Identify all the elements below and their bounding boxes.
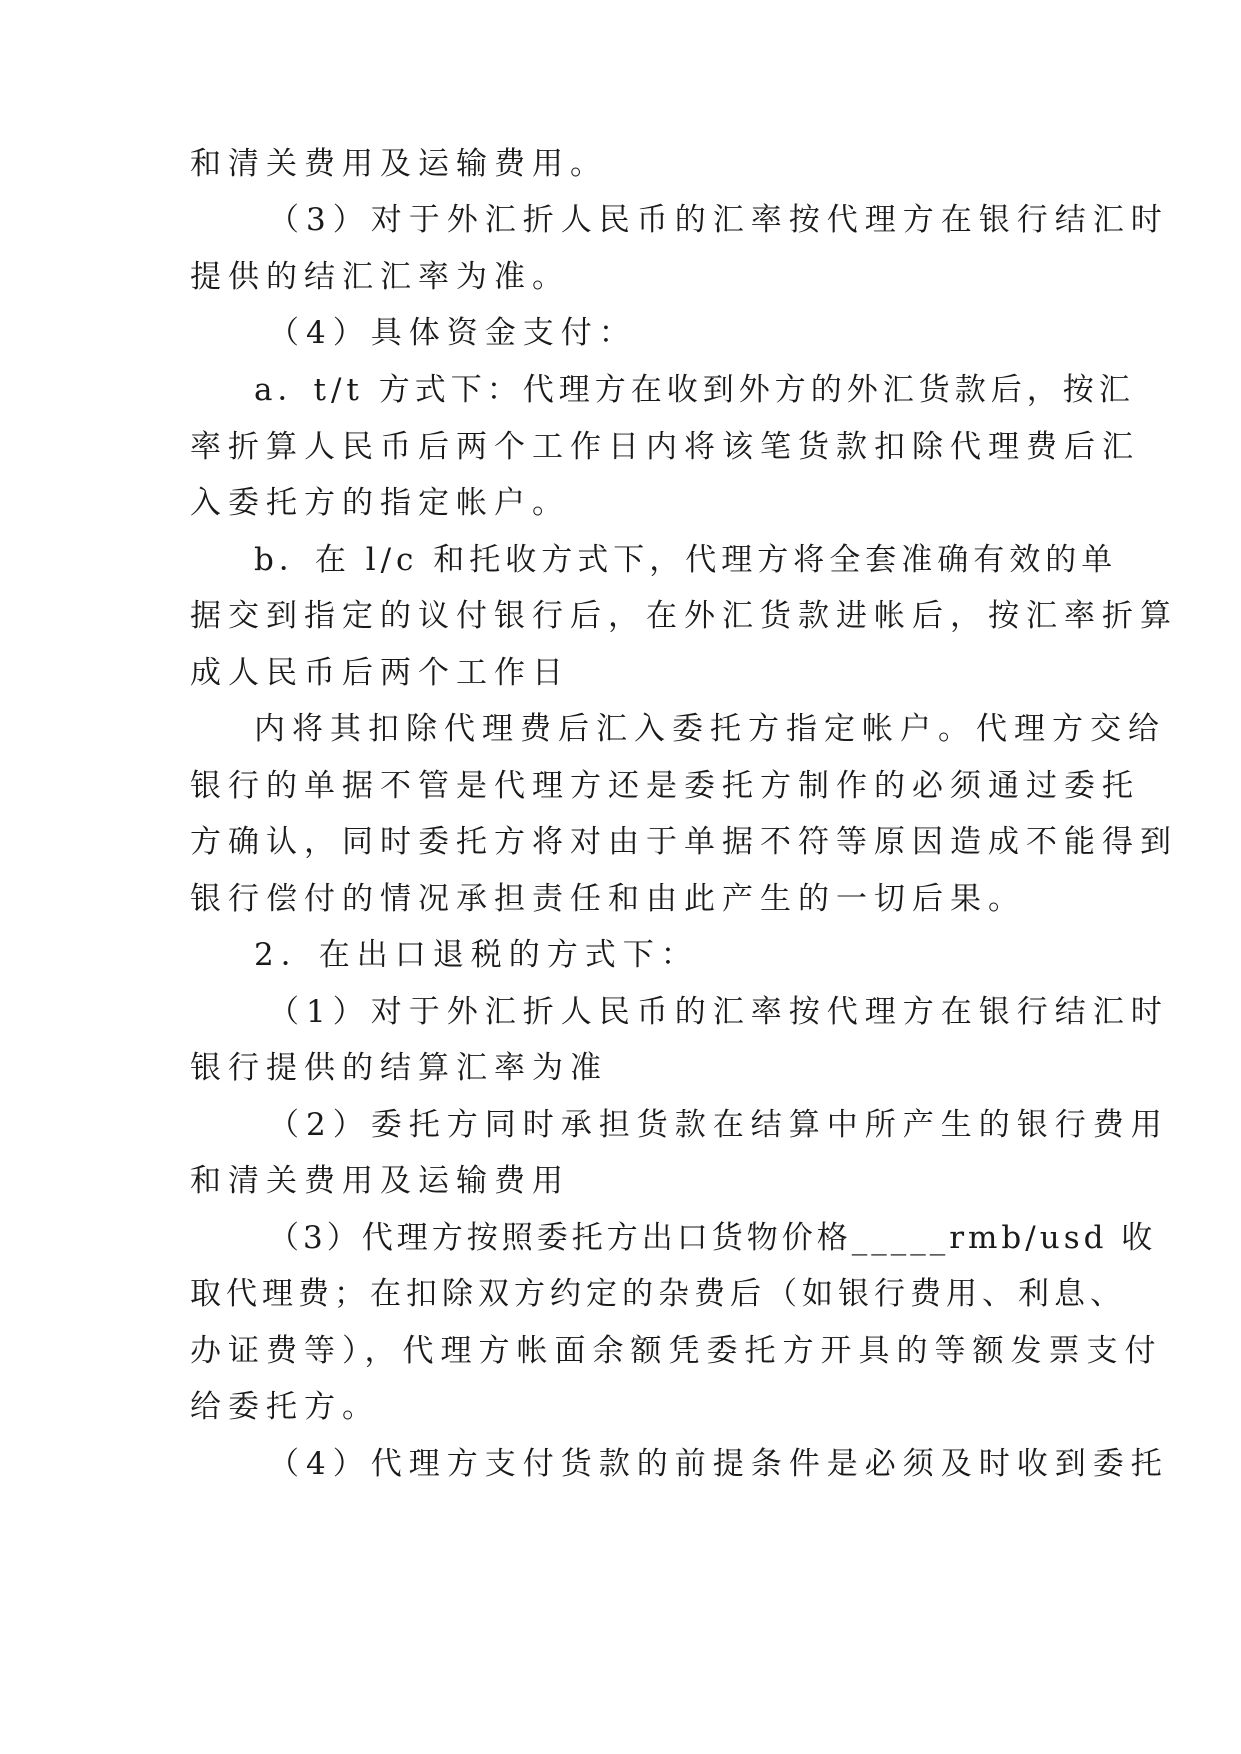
paragraph-line: 取代理费；在扣除双方约定的杂费后（如银行费用、利息、 xyxy=(190,1276,1126,1312)
paragraph-line: （2）委托方同时承担货款在结算中所产生的银行费用 xyxy=(268,1107,1169,1143)
paragraph-line: 和清关费用及运输费用。 xyxy=(190,146,608,182)
paragraph-line: （3）代理方按照委托方出口货物价格_____rmb/usd 收 xyxy=(268,1220,1157,1256)
paragraph-line: a．t/t 方式下：代理方在收到外方的外汇货款后，按汇 xyxy=(254,372,1135,408)
paragraph-line: （3）对于外汇折人民币的汇率按代理方在银行结汇时 xyxy=(268,202,1169,238)
paragraph-line: 入委托方的指定帐户。 xyxy=(190,485,570,521)
paragraph-line: 银行偿付的情况承担责任和由此产生的一切后果。 xyxy=(190,881,1026,917)
paragraph-line: 给委托方。 xyxy=(190,1389,380,1425)
paragraph-line: 方确认，同时委托方将对由于单据不符等原因造成不能得到 xyxy=(190,824,1178,860)
paragraph-line: 据交到指定的议付银行后，在外汇货款进帐后，按汇率折算 xyxy=(190,598,1178,634)
paragraph-line: 银行提供的结算汇率为准 xyxy=(190,1050,608,1086)
paragraph-line: （1）对于外汇折人民币的汇率按代理方在银行结汇时 xyxy=(268,994,1169,1030)
paragraph-line: 提供的结汇汇率为准。 xyxy=(190,259,570,295)
paragraph-line: 2．在出口退税的方式下： xyxy=(254,937,699,973)
paragraph-line: 银行的单据不管是代理方还是委托方制作的必须通过委托 xyxy=(190,768,1140,804)
paragraph-line: 成人民币后两个工作日 xyxy=(190,655,570,691)
paragraph-line: （4）具体资金支付： xyxy=(268,315,637,351)
paragraph-line: 办证费等），代理方帐面余额凭委托方开具的等额发票支付 xyxy=(190,1333,1163,1369)
paragraph-line: （4）代理方支付货款的前提条件是必须及时收到委托 xyxy=(268,1446,1169,1482)
paragraph-line: 率折算人民币后两个工作日内将该笔货款扣除代理费后汇 xyxy=(190,429,1140,465)
paragraph-line: b．在 l/c 和托收方式下，代理方将全套准确有效的单 xyxy=(254,542,1118,578)
paragraph-line: 和清关费用及运输费用 xyxy=(190,1163,570,1199)
paragraph-line: 内将其扣除代理费后汇入委托方指定帐户。代理方交给 xyxy=(254,711,1166,747)
